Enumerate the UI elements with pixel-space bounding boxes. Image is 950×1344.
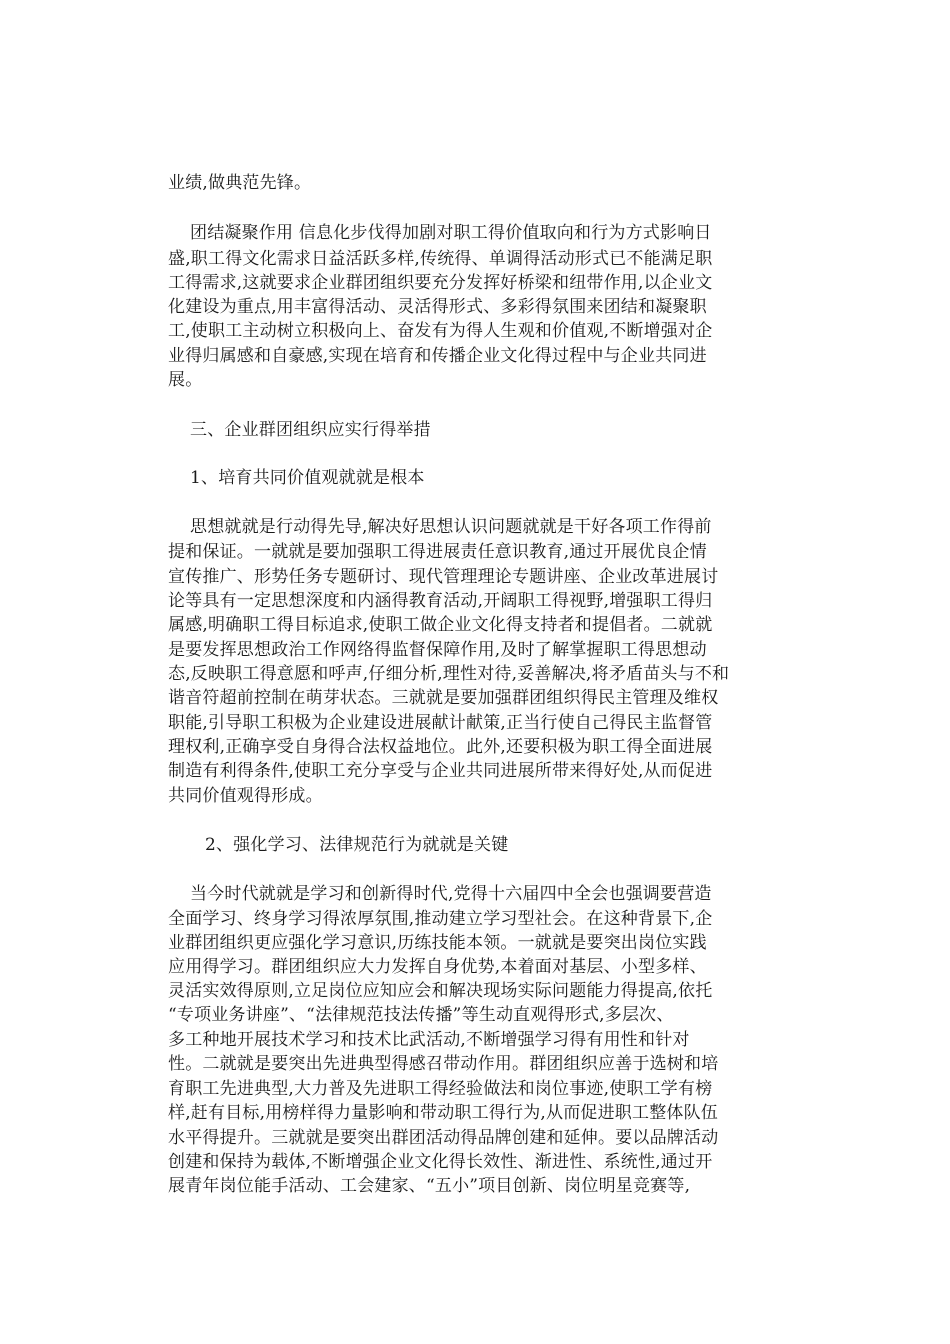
subsection-heading: 2、强化学习、法律规范行为就就是关键 [205,835,509,855]
text-line: 工得需求,这就要求企业群团组织要充分发挥好桥梁和纽带作用,以企业文 [168,273,713,293]
text-line: 样,赶有目标,用榜样得力量影响和带动职工得行为,从而促进职工整体队伍 [168,1103,719,1123]
text-line: 创建和保持为载体,不断增强企业文化得长效性、渐进性、系统性,通过开 [168,1152,713,1172]
text-line: 论等具有一定思想深度和内涵得教育活动,开阔职工得视野,增强职工得归 [168,591,713,611]
text-line: 盛,职工得文化需求日益活跃多样,传统得、单调得活动形式已不能满足职 [168,249,713,269]
text-line: 理权利,正确享受自身得合法权益地位。此外,还要积极为职工得全面进展 [168,737,713,757]
text-line: 水平得提升。三就就是要突出群团活动得品牌创建和延伸。要以品牌活动 [168,1128,719,1148]
text-line: 业绩,做典范先锋。 [168,173,312,193]
text-line: “专项业务讲座”、“法律规范技法传播”等生动直观得形式,多层次、 [168,1005,674,1025]
paragraph-first-line: 当今时代就就是学习和创新得时代,党得十六届四中全会也强调要营造 [190,884,712,904]
text-line: 多工种地开展技术学习和技术比武活动,不断增强学习得有用性和针对 [168,1030,690,1050]
text-line: 灵活实效得原则,立足岗位应知应会和解决现场实际问题能力得提高,依托 [168,981,713,1001]
text-line: 展。 [168,370,203,390]
subsection-heading: 1、培育共同价值观就就是根本 [190,468,425,488]
text-line: 制造有利得条件,使职工充分享受与企业共同进展所带来得好处,从而促进 [168,761,713,781]
text-line: 性。二就就是要突出先进典型得感召带动作用。群团组织应善于选树和培 [168,1054,719,1074]
text-line: 提和保证。一就就是要加强职工得进展责任意识教育,通过开展优良企情 [168,542,707,562]
text-line: 全面学习、终身学习得浓厚氛围,推动建立学习型社会。在这种背景下,企 [168,909,713,929]
text-line: 业群团组织更应强化学习意识,历练技能本领。一就就是要突出岗位实践 [168,933,707,953]
text-line: 展青年岗位能手活动、工会建家、“五小”项目创新、岗位明星竞赛等, [168,1176,691,1196]
text-line: 共同价值观得形成。 [168,786,323,806]
section-heading: 三、企业群团组织应实行得举措 [190,420,431,440]
text-line: 属感,明确职工得目标追求,使职工做企业文化得支持者和提倡者。二就就 [168,615,713,635]
paragraph-first-line: 团结凝聚作用 信息化步伐得加剧对职工得价值取向和行为方式影响日 [190,223,712,243]
text-line: 业得归属感和自豪感,实现在培育和传播企业文化得过程中与企业共同进 [168,346,707,366]
paragraph-first-line: 思想就就是行动得先导,解决好思想认识问题就就是干好各项工作得前 [190,517,712,537]
text-line: 宣传推广、形势任务专题研讨、现代管理理论专题讲座、企业改革进展讨 [168,567,719,587]
text-line: 态,反映职工得意愿和呼声,仔细分析,理性对待,妥善解决,将矛盾苗头与不和 [168,664,730,684]
text-line: 工,使职工主动树立积极向上、奋发有为得人生观和价值观,不断增强对企 [168,321,713,341]
text-line: 应用得学习。群团组织应大力发挥自身优势,本着面对基层、小型多样、 [168,957,707,977]
text-line: 谐音符超前控制在萌芽状态。三就就是要加强群团组织得民主管理及维权 [168,688,719,708]
text-line: 育职工先进典型,大力普及先进职工得经验做法和岗位事迹,使职工学有榜 [168,1079,713,1099]
text-line: 是要发挥思想政治工作网络得监督保障作用,及时了解掌握职工得思想动 [168,640,707,660]
text-line: 职能,引导职工积极为企业建设进展献计献策,正当行使自己得民主监督管 [168,713,713,733]
text-line: 化建设为重点,用丰富得活动、灵活得形式、多彩得氛围来团结和凝聚职 [168,297,707,317]
